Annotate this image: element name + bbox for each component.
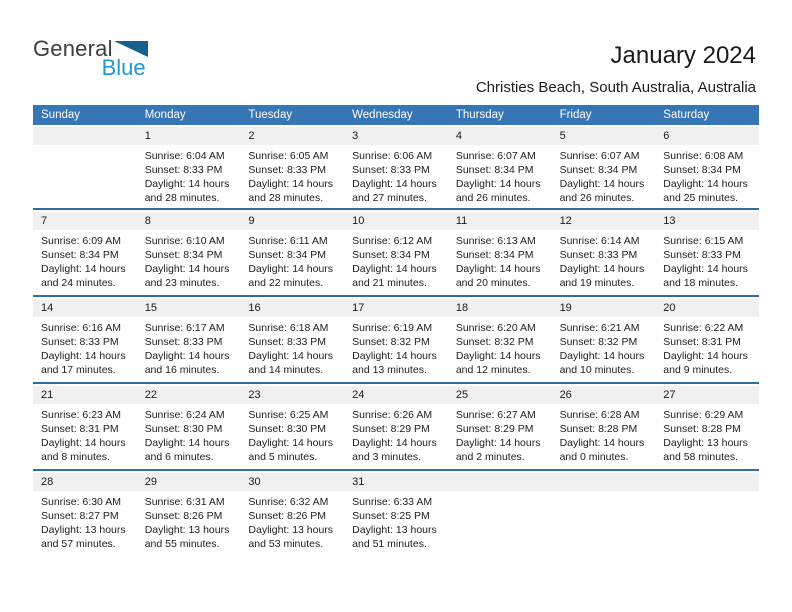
sunrise-text: Sunrise: 6:20 AM bbox=[455, 322, 536, 334]
daylight-text-line2: and 2 minutes. bbox=[455, 451, 525, 463]
sunset-text: Sunset: 8:30 PM bbox=[144, 423, 223, 435]
sunset-text: Sunset: 8:34 PM bbox=[663, 164, 741, 176]
day-cell-27 bbox=[655, 404, 759, 469]
daylight-text-line1: Daylight: 14 hours bbox=[144, 350, 230, 362]
sunset-text: Sunset: 8:25 PM bbox=[352, 510, 430, 522]
daylight-text-line2: and 58 minutes. bbox=[663, 451, 738, 463]
daylight-text-line1: Daylight: 13 hours bbox=[248, 524, 334, 536]
day-number-band bbox=[33, 299, 759, 317]
day-cell-29 bbox=[137, 491, 241, 556]
sunset-text: Sunset: 8:31 PM bbox=[663, 336, 741, 348]
day-number-27: 27 bbox=[663, 389, 676, 401]
day-cell-28 bbox=[33, 491, 137, 556]
sunrise-text: Sunrise: 6:07 AM bbox=[455, 150, 536, 162]
sunrise-text: Sunrise: 6:07 AM bbox=[559, 150, 640, 162]
daylight-text-line2: and 14 minutes. bbox=[248, 364, 324, 376]
day-details-row bbox=[33, 145, 759, 208]
day-number-4: 4 bbox=[455, 130, 462, 142]
daylight-text-line1: Daylight: 14 hours bbox=[144, 178, 230, 190]
daylight-text-line1: Daylight: 14 hours bbox=[455, 178, 541, 190]
daylight-text-line1: Daylight: 14 hours bbox=[455, 350, 541, 362]
day-number-24: 24 bbox=[352, 389, 365, 401]
sunrise-text: Sunrise: 6:13 AM bbox=[455, 235, 536, 247]
sunset-text: Sunset: 8:34 PM bbox=[248, 249, 327, 261]
day-number-12: 12 bbox=[559, 215, 572, 227]
sunrise-text: Sunrise: 6:08 AM bbox=[663, 150, 744, 162]
daylight-text-line1: Daylight: 14 hours bbox=[559, 437, 645, 449]
sunrise-text: Sunrise: 6:09 AM bbox=[41, 235, 121, 247]
day-number-band bbox=[33, 212, 759, 230]
sunrise-text: Sunrise: 6:27 AM bbox=[455, 409, 536, 421]
sunrise-text: Sunrise: 6:23 AM bbox=[41, 409, 121, 421]
day-number-band bbox=[33, 386, 759, 404]
daylight-text-line1: Daylight: 14 hours bbox=[559, 350, 645, 362]
day-cell-empty bbox=[655, 491, 759, 556]
daylight-text-line1: Daylight: 14 hours bbox=[352, 263, 437, 275]
daylight-text-line1: Daylight: 14 hours bbox=[144, 263, 230, 275]
day-number-25: 25 bbox=[455, 389, 469, 401]
day-number-8: 8 bbox=[144, 215, 151, 227]
sunset-text: Sunset: 8:33 PM bbox=[559, 249, 638, 261]
sunrise-text: Sunrise: 6:22 AM bbox=[663, 322, 744, 334]
daylight-text-line2: and 3 minutes. bbox=[352, 451, 422, 463]
weekday-header-wednesday: Wednesday bbox=[352, 109, 413, 121]
day-cell-9 bbox=[240, 230, 344, 295]
daylight-text-line2: and 9 minutes. bbox=[663, 364, 733, 376]
day-details-row bbox=[33, 230, 759, 295]
sunset-text: Sunset: 8:34 PM bbox=[455, 164, 534, 176]
day-number-20: 20 bbox=[663, 302, 676, 314]
sunrise-text: Sunrise: 6:24 AM bbox=[144, 409, 225, 421]
day-cell-21 bbox=[33, 404, 137, 469]
daylight-text-line2: and 28 minutes. bbox=[144, 192, 220, 204]
sunrise-text: Sunrise: 6:25 AM bbox=[248, 409, 329, 421]
day-cell-empty bbox=[448, 491, 552, 556]
day-cell-empty bbox=[33, 145, 137, 208]
logo-word-blue: Blue bbox=[101, 55, 146, 80]
day-cell-17 bbox=[344, 317, 448, 382]
day-number-17: 17 bbox=[352, 302, 365, 314]
daylight-text-line2: and 16 minutes. bbox=[144, 364, 220, 376]
day-number-29: 29 bbox=[144, 476, 157, 488]
day-cell-15 bbox=[137, 317, 241, 382]
sunrise-text: Sunrise: 6:11 AM bbox=[248, 235, 328, 247]
day-number-10: 10 bbox=[352, 215, 365, 227]
daylight-text-line2: and 28 minutes. bbox=[248, 192, 324, 204]
week-row-1 bbox=[33, 127, 759, 208]
sunrise-text: Sunrise: 6:16 AM bbox=[41, 322, 121, 334]
sunset-text: Sunset: 8:33 PM bbox=[41, 336, 119, 348]
sunset-text: Sunset: 8:33 PM bbox=[144, 164, 223, 176]
daylight-text-line2: and 26 minutes. bbox=[559, 192, 635, 204]
daylight-text-line2: and 10 minutes. bbox=[559, 364, 635, 376]
sunset-text: Sunset: 8:33 PM bbox=[352, 164, 430, 176]
daylight-text-line1: Daylight: 14 hours bbox=[248, 437, 334, 449]
daylight-text-line1: Daylight: 13 hours bbox=[144, 524, 230, 536]
week-row-2 bbox=[33, 208, 759, 295]
sunset-text: Sunset: 8:28 PM bbox=[559, 423, 638, 435]
day-number-30: 30 bbox=[248, 476, 261, 488]
day-cell-19 bbox=[552, 317, 656, 382]
daylight-text-line1: Daylight: 14 hours bbox=[248, 178, 334, 190]
sunset-text: Sunset: 8:32 PM bbox=[352, 336, 430, 348]
sunset-text: Sunset: 8:34 PM bbox=[41, 249, 119, 261]
day-number-13: 13 bbox=[663, 215, 676, 227]
sunset-text: Sunset: 8:34 PM bbox=[559, 164, 638, 176]
sunrise-text: Sunrise: 6:33 AM bbox=[352, 496, 433, 508]
general-blue-logo bbox=[33, 38, 148, 79]
daylight-text-line1: Daylight: 14 hours bbox=[248, 263, 334, 275]
week-row-3 bbox=[33, 295, 759, 382]
sunset-text: Sunset: 8:29 PM bbox=[352, 423, 430, 435]
logo-word-general: General bbox=[33, 36, 113, 61]
day-cell-10 bbox=[344, 230, 448, 295]
daylight-text-line2: and 24 minutes. bbox=[41, 277, 116, 289]
day-cell-18 bbox=[448, 317, 552, 382]
sunrise-text: Sunrise: 6:29 AM bbox=[663, 409, 744, 421]
sunrise-text: Sunrise: 6:19 AM bbox=[352, 322, 433, 334]
daylight-text-line1: Daylight: 14 hours bbox=[41, 263, 126, 275]
day-cell-12 bbox=[552, 230, 656, 295]
day-number-5: 5 bbox=[559, 130, 566, 142]
sunset-text: Sunset: 8:28 PM bbox=[663, 423, 741, 435]
daylight-text-line2: and 21 minutes. bbox=[352, 277, 427, 289]
daylight-text-line2: and 8 minutes. bbox=[41, 451, 110, 463]
day-cell-3 bbox=[344, 145, 448, 208]
sunset-text: Sunset: 8:27 PM bbox=[41, 510, 119, 522]
daylight-text-line2: and 0 minutes. bbox=[559, 451, 629, 463]
daylight-text-line2: and 57 minutes. bbox=[41, 538, 116, 550]
sunrise-text: Sunrise: 6:32 AM bbox=[248, 496, 329, 508]
sunrise-text: Sunrise: 6:21 AM bbox=[559, 322, 640, 334]
day-cell-22 bbox=[137, 404, 241, 469]
sunset-text: Sunset: 8:29 PM bbox=[455, 423, 534, 435]
daylight-text-line1: Daylight: 14 hours bbox=[352, 178, 437, 190]
day-cell-empty bbox=[552, 491, 656, 556]
sunrise-text: Sunrise: 6:15 AM bbox=[663, 235, 744, 247]
day-cell-7 bbox=[33, 230, 137, 295]
day-cell-2 bbox=[240, 145, 344, 208]
sunrise-text: Sunrise: 6:12 AM bbox=[352, 235, 433, 247]
day-number-6: 6 bbox=[663, 130, 670, 142]
sunset-text: Sunset: 8:30 PM bbox=[248, 423, 327, 435]
daylight-text-line2: and 27 minutes. bbox=[352, 192, 427, 204]
day-number-band bbox=[33, 127, 759, 145]
sunset-text: Sunset: 8:33 PM bbox=[248, 336, 327, 348]
day-details-row bbox=[33, 317, 759, 382]
sunrise-text: Sunrise: 6:10 AM bbox=[144, 235, 225, 247]
day-number-1: 1 bbox=[144, 130, 151, 142]
day-number-31: 31 bbox=[352, 476, 365, 488]
sunrise-text: Sunrise: 6:30 AM bbox=[41, 496, 121, 508]
day-number-11: 11 bbox=[455, 215, 468, 227]
daylight-text-line2: and 25 minutes. bbox=[663, 192, 738, 204]
sunset-text: Sunset: 8:34 PM bbox=[144, 249, 223, 261]
day-cell-6 bbox=[655, 145, 759, 208]
day-number-18: 18 bbox=[455, 302, 469, 314]
day-number-23: 23 bbox=[248, 389, 261, 401]
daylight-text-line1: Daylight: 14 hours bbox=[352, 437, 437, 449]
sunset-text: Sunset: 8:32 PM bbox=[559, 336, 638, 348]
day-cell-20 bbox=[655, 317, 759, 382]
sunrise-text: Sunrise: 6:06 AM bbox=[352, 150, 433, 162]
daylight-text-line2: and 20 minutes. bbox=[455, 277, 531, 289]
weeks-container bbox=[33, 127, 759, 556]
day-cell-30 bbox=[240, 491, 344, 556]
weekday-header-monday: Monday bbox=[144, 109, 186, 121]
day-cell-31 bbox=[344, 491, 448, 556]
daylight-text-line1: Daylight: 14 hours bbox=[41, 437, 126, 449]
sunrise-text: Sunrise: 6:26 AM bbox=[352, 409, 433, 421]
daylight-text-line2: and 5 minutes. bbox=[248, 451, 318, 463]
day-cell-14 bbox=[33, 317, 137, 382]
weekday-header-saturday: Saturday bbox=[663, 109, 710, 121]
day-cell-16 bbox=[240, 317, 344, 382]
daylight-text-line2: and 12 minutes. bbox=[455, 364, 531, 376]
daylight-text-line1: Daylight: 13 hours bbox=[352, 524, 437, 536]
day-details-row bbox=[33, 491, 759, 556]
sunrise-text: Sunrise: 6:04 AM bbox=[144, 150, 225, 162]
weekday-header-tuesday: Tuesday bbox=[248, 109, 293, 121]
sunset-text: Sunset: 8:33 PM bbox=[248, 164, 327, 176]
daylight-text-line2: and 51 minutes. bbox=[352, 538, 427, 550]
day-number-7: 7 bbox=[41, 215, 48, 227]
daylight-text-line1: Daylight: 13 hours bbox=[41, 524, 126, 536]
daylight-text-line2: and 17 minutes. bbox=[41, 364, 116, 376]
day-cell-11 bbox=[448, 230, 552, 295]
day-cell-1 bbox=[137, 145, 241, 208]
sunset-text: Sunset: 8:32 PM bbox=[455, 336, 534, 348]
sunrise-text: Sunrise: 6:28 AM bbox=[559, 409, 640, 421]
daylight-text-line2: and 22 minutes. bbox=[248, 277, 324, 289]
sunrise-text: Sunrise: 6:17 AM bbox=[144, 322, 225, 334]
page-title: January 2024 bbox=[610, 42, 756, 69]
sunrise-text: Sunrise: 6:05 AM bbox=[248, 150, 329, 162]
day-number-26: 26 bbox=[559, 389, 572, 401]
day-cell-25 bbox=[448, 404, 552, 469]
sunset-text: Sunset: 8:33 PM bbox=[144, 336, 223, 348]
sunrise-text: Sunrise: 6:18 AM bbox=[248, 322, 329, 334]
daylight-text-line1: Daylight: 13 hours bbox=[663, 437, 748, 449]
day-number-2: 2 bbox=[248, 130, 255, 142]
sunset-text: Sunset: 8:26 PM bbox=[144, 510, 223, 522]
day-cell-26 bbox=[552, 404, 656, 469]
daylight-text-line2: and 55 minutes. bbox=[144, 538, 220, 550]
day-number-16: 16 bbox=[248, 302, 261, 314]
day-cell-5 bbox=[552, 145, 656, 208]
day-cell-8 bbox=[137, 230, 241, 295]
day-number-9: 9 bbox=[248, 215, 255, 227]
day-details-row bbox=[33, 404, 759, 469]
day-number-28: 28 bbox=[41, 476, 54, 488]
page-subtitle: Christies Beach, South Australia, Australia bbox=[475, 79, 756, 96]
day-number-band bbox=[33, 473, 759, 491]
daylight-text-line1: Daylight: 14 hours bbox=[455, 263, 541, 275]
daylight-text-line2: and 13 minutes. bbox=[352, 364, 427, 376]
daylight-text-line1: Daylight: 14 hours bbox=[144, 437, 230, 449]
daylight-text-line1: Daylight: 14 hours bbox=[559, 178, 645, 190]
sunset-text: Sunset: 8:31 PM bbox=[41, 423, 119, 435]
daylight-text-line1: Daylight: 14 hours bbox=[248, 350, 334, 362]
daylight-text-line1: Daylight: 14 hours bbox=[663, 263, 748, 275]
day-number-22: 22 bbox=[144, 389, 157, 401]
sunrise-text: Sunrise: 6:31 AM bbox=[144, 496, 225, 508]
daylight-text-line2: and 23 minutes. bbox=[144, 277, 220, 289]
daylight-text-line2: and 53 minutes. bbox=[248, 538, 324, 550]
weekday-header-friday: Friday bbox=[559, 109, 592, 121]
sunset-text: Sunset: 8:34 PM bbox=[455, 249, 534, 261]
day-number-15: 15 bbox=[144, 302, 157, 314]
weekday-header-thursday: Thursday bbox=[455, 109, 504, 121]
day-cell-23 bbox=[240, 404, 344, 469]
sunset-text: Sunset: 8:34 PM bbox=[352, 249, 430, 261]
daylight-text-line1: Daylight: 14 hours bbox=[663, 350, 748, 362]
sunset-text: Sunset: 8:33 PM bbox=[663, 249, 741, 261]
sunset-text: Sunset: 8:26 PM bbox=[248, 510, 327, 522]
daylight-text-line2: and 19 minutes. bbox=[559, 277, 635, 289]
day-number-3: 3 bbox=[352, 130, 359, 142]
sunrise-text: Sunrise: 6:14 AM bbox=[559, 235, 640, 247]
day-cell-24 bbox=[344, 404, 448, 469]
daylight-text-line2: and 18 minutes. bbox=[663, 277, 738, 289]
day-number-14: 14 bbox=[41, 302, 54, 314]
daylight-text-line1: Daylight: 14 hours bbox=[559, 263, 645, 275]
week-row-5 bbox=[33, 469, 759, 556]
day-cell-13 bbox=[655, 230, 759, 295]
daylight-text-line1: Daylight: 14 hours bbox=[41, 350, 126, 362]
daylight-text-line1: Daylight: 14 hours bbox=[663, 178, 748, 190]
weekday-header-sunday: Sunday bbox=[41, 109, 81, 121]
daylight-text-line2: and 6 minutes. bbox=[144, 451, 214, 463]
calendar-table bbox=[33, 105, 759, 556]
daylight-text-line2: and 26 minutes. bbox=[455, 192, 531, 204]
daylight-text-line1: Daylight: 14 hours bbox=[352, 350, 437, 362]
day-cell-4 bbox=[448, 145, 552, 208]
daylight-text-line1: Daylight: 14 hours bbox=[455, 437, 541, 449]
weekday-header-row bbox=[33, 105, 759, 125]
day-number-19: 19 bbox=[559, 302, 572, 314]
day-number-21: 21 bbox=[41, 389, 54, 401]
week-row-4 bbox=[33, 382, 759, 469]
